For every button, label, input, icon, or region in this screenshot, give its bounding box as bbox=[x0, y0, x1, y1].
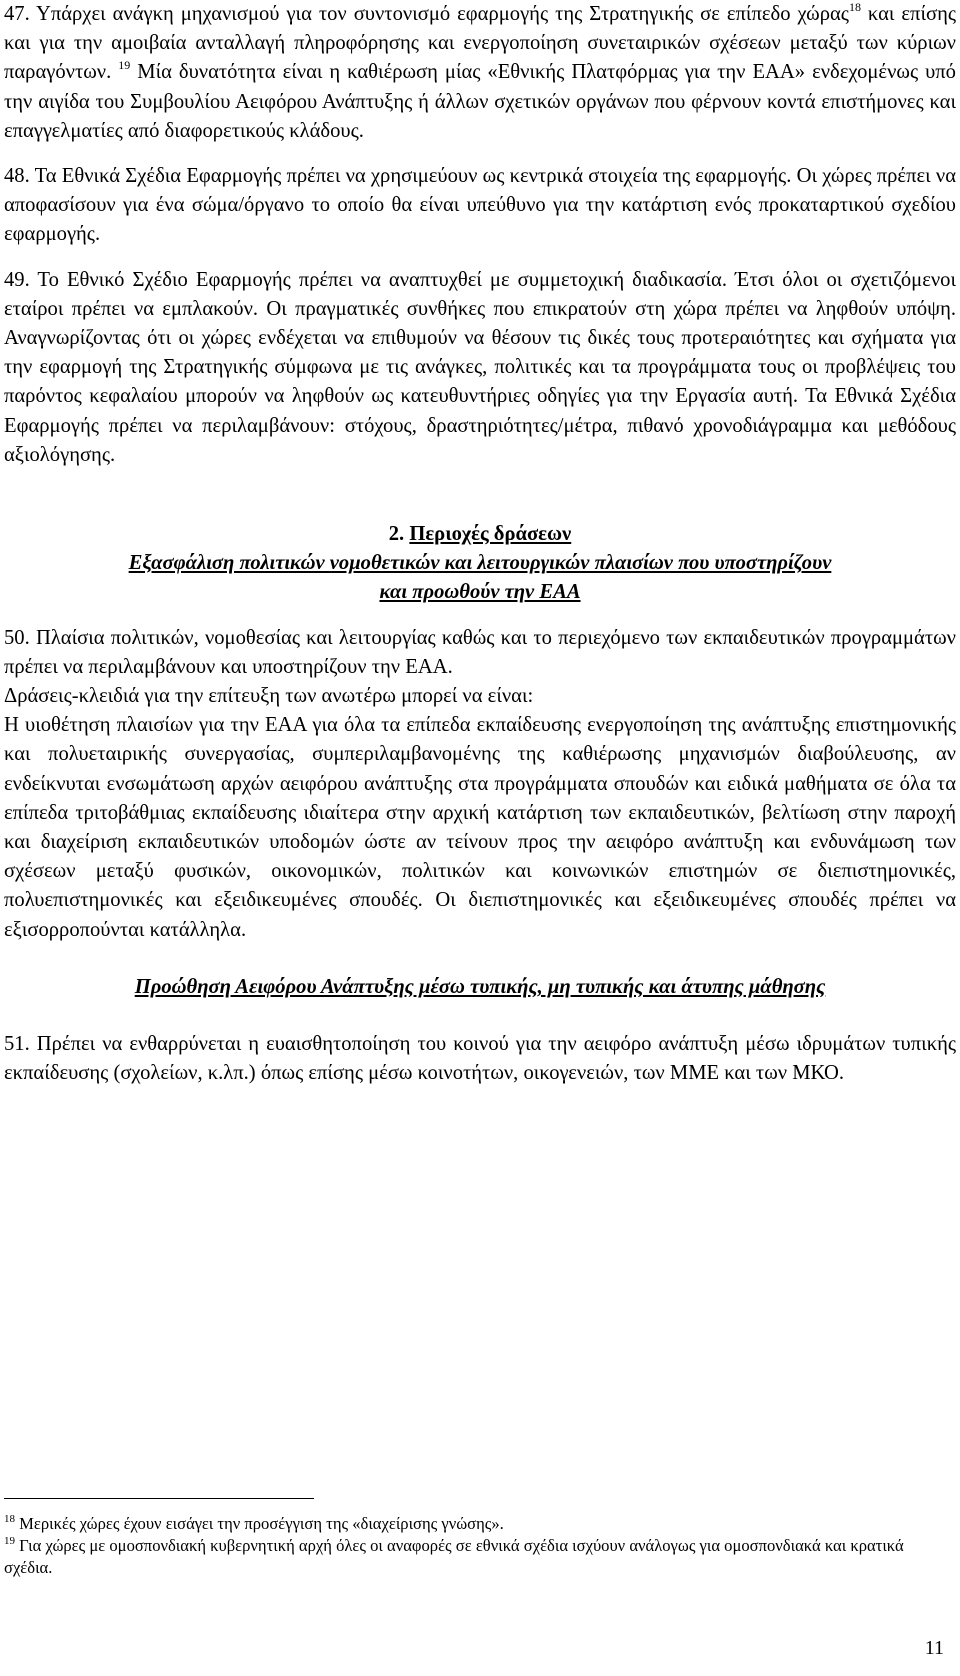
footnote-18 bbox=[4, 1513, 956, 1535]
section-subtitle-line1: Εξασφάλιση πολιτικών νομοθετικών και λειτουργικών πλαισίων που υποστηρίζουν bbox=[128, 552, 832, 575]
footnote-number: 19 bbox=[4, 1535, 15, 1547]
paragraph-text: Πρέπει να ενθαρρύνεται η ευαισθητοποίηση του κοινού για την αειφόρο ανάπτυξη μέσω ιδρυμάτων τυπικής εκπαίδευσης (σχολείων, κ.λπ.) όπως επίσης μέσω κοινοτήτων, οικογενειών, των ΜΜΕ και των ΜΚΟ. bbox=[4, 1033, 956, 1085]
section-title bbox=[4, 520, 956, 549]
footnote-19 bbox=[4, 1535, 956, 1579]
paragraph-51 bbox=[4, 1030, 956, 1088]
section-number: 2. bbox=[388, 523, 405, 546]
paragraph-text: Το Εθνικό Σχέδιο Εφαρμογής πρέπει να αναπτυχθεί με συμμετοχική διαδικασία. Έτσι όλοι οι σχετιζόμενοι εταίροι πρέπει να εμπλακούν. Οι πραγματικές συνθήκες που επικρατούν στη χώρα πρέπει να ληφθούν υπόψη. Αναγνωρίζοντας ότι οι χώρες ενδέχεται να επιθυμούν να θέσουν τις δικές τους προτεραιότητες και σχήματα για την εφαρμογή της Στρατηγικής σύμφωνα με τις ανάγκες, πολιτικές και τα προγράμματα τους οι προβλέψεις του παρόντος κεφαλαίου μπορούν να ληφθούν ως κατευθυντήριες οδηγίες για την Εργασία αυτή. Τα Εθνικά Σχέδια Εφαρμογής πρέπει να περιλαμβάνουν: στόχους, δραστηριότητες/μέτρα, πιθανό χρονοδιάγραμμα και μεθόδους αξιολόγησης. bbox=[4, 268, 956, 466]
paragraph-text: Τα Εθνικά Σχέδια Εφαρμογής πρέπει να χρησιμεύουν ως κεντρικά στοιχεία της εφαρμογής. Οι χώρες πρέπει να αποφασίσουν για ένα σώμα/όργανο το οποίο θα είναι υπεύθυνο για την κατάρτιση ενός προκαταρτικού σχεδίου εφαρμογής. bbox=[4, 165, 956, 246]
paragraph-50 bbox=[4, 624, 956, 945]
paragraph-text: και επίσης και για την αμοιβαία ανταλλαγή πληροφόρησης και ενεργοποίηση συνεταιρικών σχέσεων μεταξύ των κύριων παραγόντων. bbox=[4, 3, 957, 84]
section-heading bbox=[4, 520, 956, 608]
section-subtitle-line2: και προωθούν την ΕΑΑ bbox=[379, 581, 581, 604]
footnote-separator bbox=[4, 1498, 314, 1499]
footnote-ref[interactable]: 18 bbox=[848, 0, 861, 14]
footnote-ref[interactable]: 19 bbox=[118, 58, 131, 73]
paragraph-number: 47. bbox=[4, 3, 30, 25]
paragraph-number: 49. bbox=[4, 268, 30, 291]
footnote-text: Για χώρες με ομοσπονδιακή κυβερνητική αρχή όλες οι αναφορές σε εθνικά σχέδια ισχύουν ανάλογως για ομοσπονδιακά και κρατικά σχέδια. bbox=[4, 1536, 904, 1577]
paragraph-50-intro bbox=[4, 624, 956, 682]
paragraph-47 bbox=[4, 0, 956, 146]
key-actions-line: Δράσεις-κλειδιά για την επίτευξη των ανωτέρω μπορεί να είναι: bbox=[4, 685, 534, 708]
paragraph-text: Υπάρχει ανάγκη μηχανισμού για τον συντονισμό εφαρμογής της Στρατηγικής σε επίπεδο χώρας bbox=[35, 3, 849, 25]
paragraph-text: Μία δυνατότητα είναι η καθιέρωση μίας «Εθνικής Πλατφόρμας για την ΕΑΑ» ενδεχομένως υπό την αιγίδα του Συμβουλίου Αειφόρου Ανάπτυξης ή άλλων σχετικών οργάνων που φέρνουν κοντά επιστήμονες και επαγγελματίες από διαφορετικούς κλάδους. bbox=[4, 61, 956, 142]
footnotes bbox=[4, 1498, 956, 1579]
section-title-text: Περιοχές δράσεων bbox=[409, 523, 572, 546]
paragraph-text: Πλαίσια πολιτικών, νομοθεσίας και λειτουργίας καθώς και το περιεχόμενο των εκπαιδευτικών προγραμμάτων πρέπει να περιλαμβάνουν και υποστηρίζουν την ΕΑΑ. bbox=[4, 626, 956, 678]
promotion-heading: Προώθηση Αειφόρου Ανάπτυξης μέσω τυπικής, μη τυπικής και άτυπης μάθησης bbox=[134, 975, 826, 998]
paragraph-50-body: Η υιοθέτηση πλαισίων για την ΕΑΑ για όλα τα επίπεδα εκπαίδευσης ενεργοποίηση της ανάπτυξης επιστημονικής και πολυεταιρικής συνεργασίας, συμπεριλαμβανομένης της καθιέρωσης μηχανισμών διαβούλευσης, αν ενδείκνυται ενσωμάτωση αρχών αειφόρου ανάπτυξης στα προγράμματα σπουδών και ειδικά μαθήματα σε όλα τα επίπεδα τριτοβάθμιας εκπαίδευσης ιδιαίτερα στην αρχική κατάρτιση των εκπαιδευτικών, βελτίωση στην παροχή και διαχείριση εκπαιδευτικών υποδομών ώστε αν τείνουν προς την αειφόρο ανάπτυξη και ενδυνάμωση των σχέσεων μεταξύ φυσικών, οικονομικών, πολιτικών και κοινωνικών επιστημών σε διεπιστημονικές, πολυεπιστημονικές και εξειδικευμένες σπουδές. Οι διεπιστημονικές και εξειδικευμένες σπουδές πρέπει να εξισορροπούνται κατάλληλα. bbox=[4, 714, 956, 941]
footnote-number: 18 bbox=[4, 1513, 15, 1525]
paragraph-number: 51. bbox=[4, 1033, 30, 1056]
page-number: 11 bbox=[924, 1637, 944, 1659]
paragraph-number: 50. bbox=[4, 626, 30, 649]
paragraph-number: 48. bbox=[4, 165, 30, 188]
paragraph-49 bbox=[4, 266, 956, 470]
main-text bbox=[4, 0, 956, 1089]
paragraph-48 bbox=[4, 162, 956, 250]
section-subtitle-line2-wrap bbox=[4, 578, 956, 607]
footnote-text: Μερικές χώρες έχουν εισάγει την προσέγγιση της «διαχείρισης γνώσης». bbox=[19, 1514, 504, 1533]
